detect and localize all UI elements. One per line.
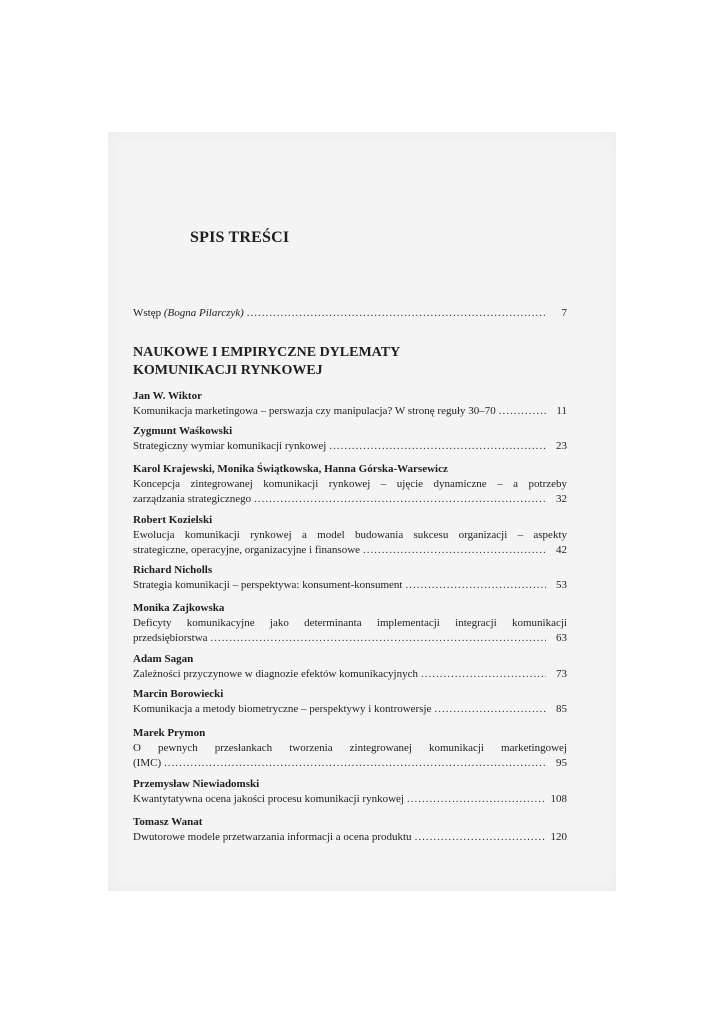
toc-entry-intro	[133, 306, 567, 321]
intro-text	[133, 306, 244, 321]
toc-author: Robert Kozielski	[133, 514, 213, 526]
dot-leader	[164, 756, 546, 771]
toc-title-line: O pewnych przesłankach tworzenia zintegrowanej komunikacji marketingowej	[133, 742, 567, 754]
toc-entry	[133, 756, 567, 771]
toc-title-line: Ewolucja komunikacji rynkowej a model budowania sukcesu organizacji – aspekty	[133, 529, 567, 541]
toc-author: Marek Prymon	[133, 727, 206, 739]
dot-leader	[405, 578, 546, 593]
toc-entry	[133, 830, 567, 845]
dot-leader	[407, 792, 546, 807]
toc-entry	[133, 667, 567, 682]
toc-author: Przemysław Niewiadomski	[133, 778, 260, 790]
dot-leader	[211, 631, 546, 646]
toc-entry	[133, 702, 567, 717]
dot-leader	[499, 404, 546, 419]
page-number: 108	[550, 793, 567, 805]
page-number: 11	[556, 405, 567, 417]
toc-title-line: Deficyty komunikacyjne jako determinanta implementacji integracji komunikacji	[133, 617, 567, 629]
toc-author: Richard Nicholls	[133, 564, 213, 576]
toc-title: strategiczne, operacyjne, organizacyjne i finansowe	[133, 544, 361, 556]
toc-title: Kwantytatywna ocena jakości procesu komunikacji rynkowej	[133, 793, 404, 805]
toc-title: przedsiębiorstwa	[133, 632, 208, 644]
dot-leader	[363, 543, 546, 558]
toc-entry	[133, 404, 567, 419]
page-number: 7	[561, 307, 567, 319]
toc-author: Marcin Borowiecki	[133, 688, 224, 700]
page-number: 95	[556, 757, 567, 769]
page-number: 63	[556, 632, 567, 644]
toc-title: Zależności przyczynowe w diagnozie efektów komunikacyjnych	[133, 668, 418, 680]
toc-entry	[133, 578, 567, 593]
toc-title: Strategia komunikacji – perspektywa: konsument-konsument	[133, 579, 403, 591]
page-number: 32	[556, 493, 567, 505]
page-number: 23	[556, 440, 567, 452]
toc-title: Komunikacja a metody biometryczne – perspektywy i kontrowersje	[133, 703, 432, 715]
section-heading	[133, 344, 400, 380]
toc-entry	[133, 792, 567, 807]
toc-title: Komunikacja marketingowa – perswazja czy manipulacja? W stronę reguły 30–70	[133, 405, 496, 417]
dot-leader	[434, 702, 546, 717]
toc-title: (IMC)	[133, 757, 162, 769]
dot-leader	[247, 306, 546, 321]
toc-entry	[133, 543, 567, 558]
page-number: 53	[556, 579, 567, 591]
dot-leader	[329, 439, 546, 454]
toc-author: Adam Sagan	[133, 653, 194, 665]
toc-title-line: Koncepcja zintegrowanej komunikacji rynkowej – ujęcie dynamiczne – a potrzeby	[133, 478, 567, 490]
page-number: 42	[556, 544, 567, 556]
toc-title: Dwutorowe modele przetwarzania informacji a ocena produktu	[133, 831, 412, 843]
toc-author: Zygmunt Waśkowski	[133, 425, 233, 437]
dot-leader	[421, 667, 546, 682]
toc-author: Tomasz Wanat	[133, 816, 203, 828]
intro-editor: (Bogna Pilarczyk)	[163, 307, 244, 319]
page-title: SPIS TREŚCI	[190, 229, 290, 246]
toc-author: Jan W. Wiktor	[133, 390, 202, 402]
toc-title: zarządzania strategicznego	[133, 493, 252, 505]
toc-entry	[133, 631, 567, 646]
section-heading-line: KOMUNIKACJI RYNKOWEJ	[133, 363, 323, 378]
dot-leader	[254, 492, 546, 507]
toc-entry	[133, 439, 567, 454]
page-number: 73	[556, 668, 567, 680]
page-number: 85	[556, 703, 567, 715]
page-number: 120	[550, 831, 567, 843]
section-heading-line: NAUKOWE I EMPIRYCZNE DYLEMATY	[133, 345, 401, 360]
toc-author: Karol Krajewski, Monika Świątkowska, Hanna Górska-Warsewicz	[133, 463, 448, 475]
toc-entry	[133, 492, 567, 507]
dot-leader	[415, 830, 546, 845]
toc-title: Strategiczny wymiar komunikacji rynkowej	[133, 440, 327, 452]
toc-author: Monika Zajkowska	[133, 602, 225, 614]
intro-label: Wstęp	[133, 307, 162, 319]
